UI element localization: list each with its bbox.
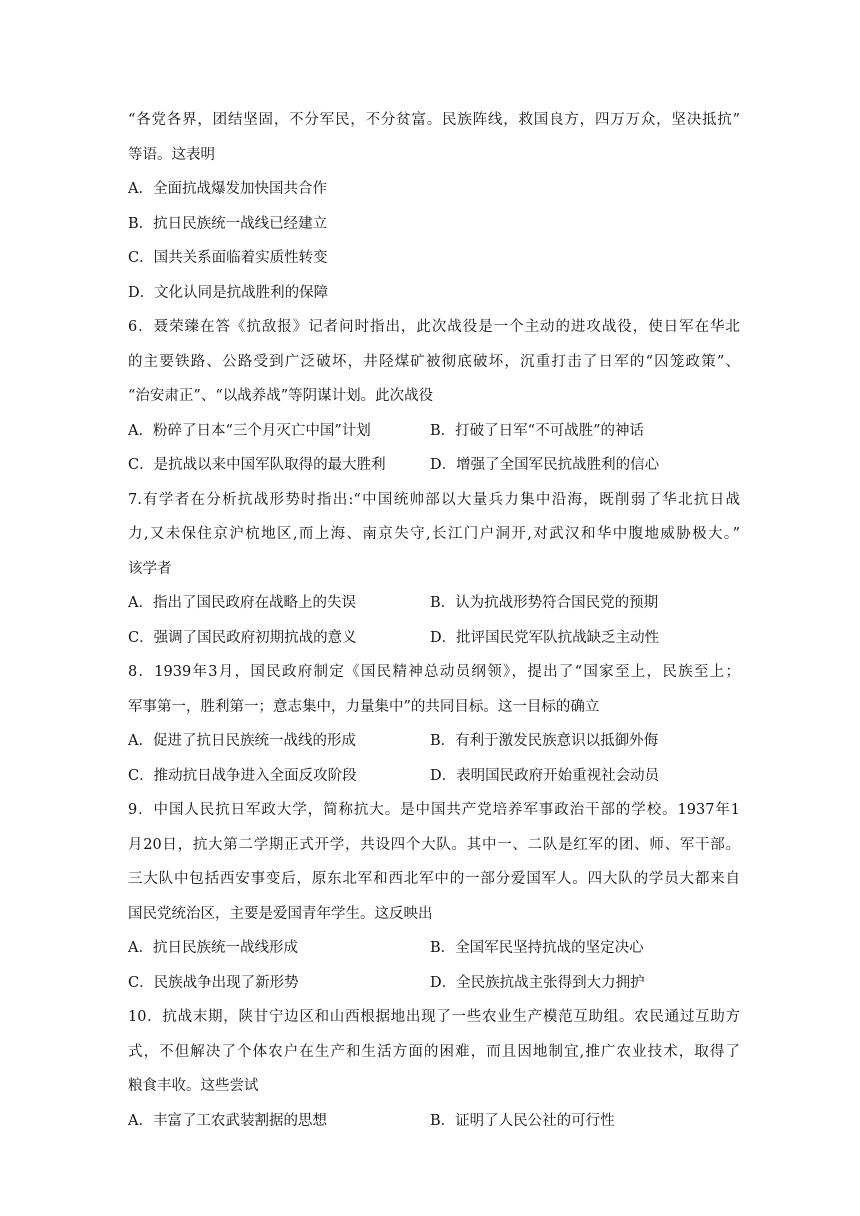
option-row <box>128 586 740 621</box>
question-stem-line: 6．聂荣臻在答《抗敌报》记者问时指出，此次战役是一个主动的进攻战役，使日军在华北 <box>128 319 740 335</box>
option-row <box>128 931 740 966</box>
question-stem-line: 三大队中包括西安事变后，原东北军和西北军中的一部分爱国军人。四大队的学员大都来自 <box>128 871 740 887</box>
option-a: A．丰富了工农武装割据的思想 <box>128 1112 327 1129</box>
option-row <box>128 621 740 656</box>
option-b: B．证明了人民公社的可行性 <box>430 1112 615 1129</box>
option-row <box>128 759 740 794</box>
question-stem-line: 9．中国人民抗日军政大学，简称抗大。是中国共产党培养军事政治干部的学校。1937年1 <box>128 802 740 818</box>
question-7 <box>128 483 740 656</box>
question-stem-line: 该学者 <box>128 560 172 577</box>
question-stem-line: 8．1939年3月，国民政府制定《国民精神总动员纲领》，提出了“国家至上，民族至上； <box>128 664 740 680</box>
question-stem-line: 等语。这表明 <box>128 146 215 163</box>
option-c: C．推动抗日战争进入全面反攻阶段 <box>128 767 357 784</box>
option-c: C．民族战争出现了新形势 <box>128 974 299 991</box>
option-b: B．全国军民坚持抗战的坚定决心 <box>430 940 644 956</box>
question-stem-line: 月20日，抗大第二学期正式开学，共设四个大队。其中一、二队是红军的团、师、军干部。 <box>128 836 740 853</box>
question-8 <box>128 655 740 793</box>
option-row <box>128 1104 740 1139</box>
option-b: B．打破了日军“不可战胜”的神话 <box>430 422 644 439</box>
option-c: C．强调了国民政府初期抗战的意义 <box>128 629 357 646</box>
option-c: C．是抗战以来中国军队取得的最大胜利 <box>128 457 386 473</box>
option-row <box>128 724 740 759</box>
question-stem-line: 的主要铁路、公路受到广泛破坏，井陉煤矿被彻底破坏，沉重打击了日军的“囚笼政策”、 <box>128 353 740 370</box>
question-stem-line: “治安肃正”、“以战养战”等阴谋计划。此次战役 <box>128 388 434 404</box>
option-row <box>128 966 740 1001</box>
option-d: D．文化认同是抗战胜利的保障 <box>128 284 329 301</box>
question-list <box>128 103 740 1138</box>
option-d: D．批评国民党军队抗战缺乏主动性 <box>430 629 660 646</box>
question-stem-line: 10．抗战末期，陕甘宁边区和山西根据地出现了一些农业生产模范互助组。农民通过互助方 <box>128 1009 740 1025</box>
option-d: D．表明国民政府开始重视社会动员 <box>430 767 660 784</box>
option-a: A．粉碎了日本“三个月灭亡中国”计划 <box>128 422 371 439</box>
option-b: B．认为抗战形势符合国民党的预期 <box>430 595 659 611</box>
question-5 <box>128 103 740 310</box>
question-stem-line: 式，不但解决了个体农户在生产和生活方面的困难，而且因地制宜,推广农业技术，取得了 <box>128 1043 740 1060</box>
option-row <box>128 448 740 483</box>
question-stem-line: “各党各界，团结坚固，不分军民，不分贫富。民族阵线，救国良方，四万万众，坚决抵抗” <box>128 112 740 128</box>
question-stem-line: 7.有学者在分析抗战形势时指出:“中国统帅部以大量兵力集中沿海，既削弱了华北抗日战 <box>128 491 740 508</box>
question-9 <box>128 793 740 1000</box>
question-6 <box>128 310 740 483</box>
question-stem-line: 粮食丰收。这些尝试 <box>128 1078 259 1094</box>
question-stem-line: 国民党统治区，主要是爱国青年学生。这反映出 <box>128 905 433 922</box>
question-10 <box>128 1000 740 1138</box>
option-d: D．全民族抗战主张得到大力拥护 <box>430 974 645 991</box>
option-b: B．有利于激发民族意识以抵御外侮 <box>430 733 659 749</box>
option-row <box>128 414 740 449</box>
option-d: D．增强了全国军民抗战胜利的信心 <box>430 457 660 473</box>
question-stem-line: 军事第一，胜利第一；意志集中，力量集中”的共同目标。这一目标的确立 <box>128 698 600 715</box>
question-stem-line: 力,又未保住京沪杭地区,而上海、南京失守,长江门户洞开,对武汉和华中腹地威胁极大。” <box>128 526 740 542</box>
option-a: A．抗日民族统一战线形成 <box>128 940 298 956</box>
option-b: B．抗日民族统一战线已经建立 <box>128 215 328 232</box>
option-a: A．指出了国民政府在战略上的失误 <box>128 595 356 611</box>
option-c: C．国共关系面临着实质性转变 <box>128 250 328 266</box>
option-a: A．促进了抗日民族统一战线的形成 <box>128 733 356 749</box>
option-a: A．全面抗战爆发加快国共合作 <box>128 181 327 197</box>
